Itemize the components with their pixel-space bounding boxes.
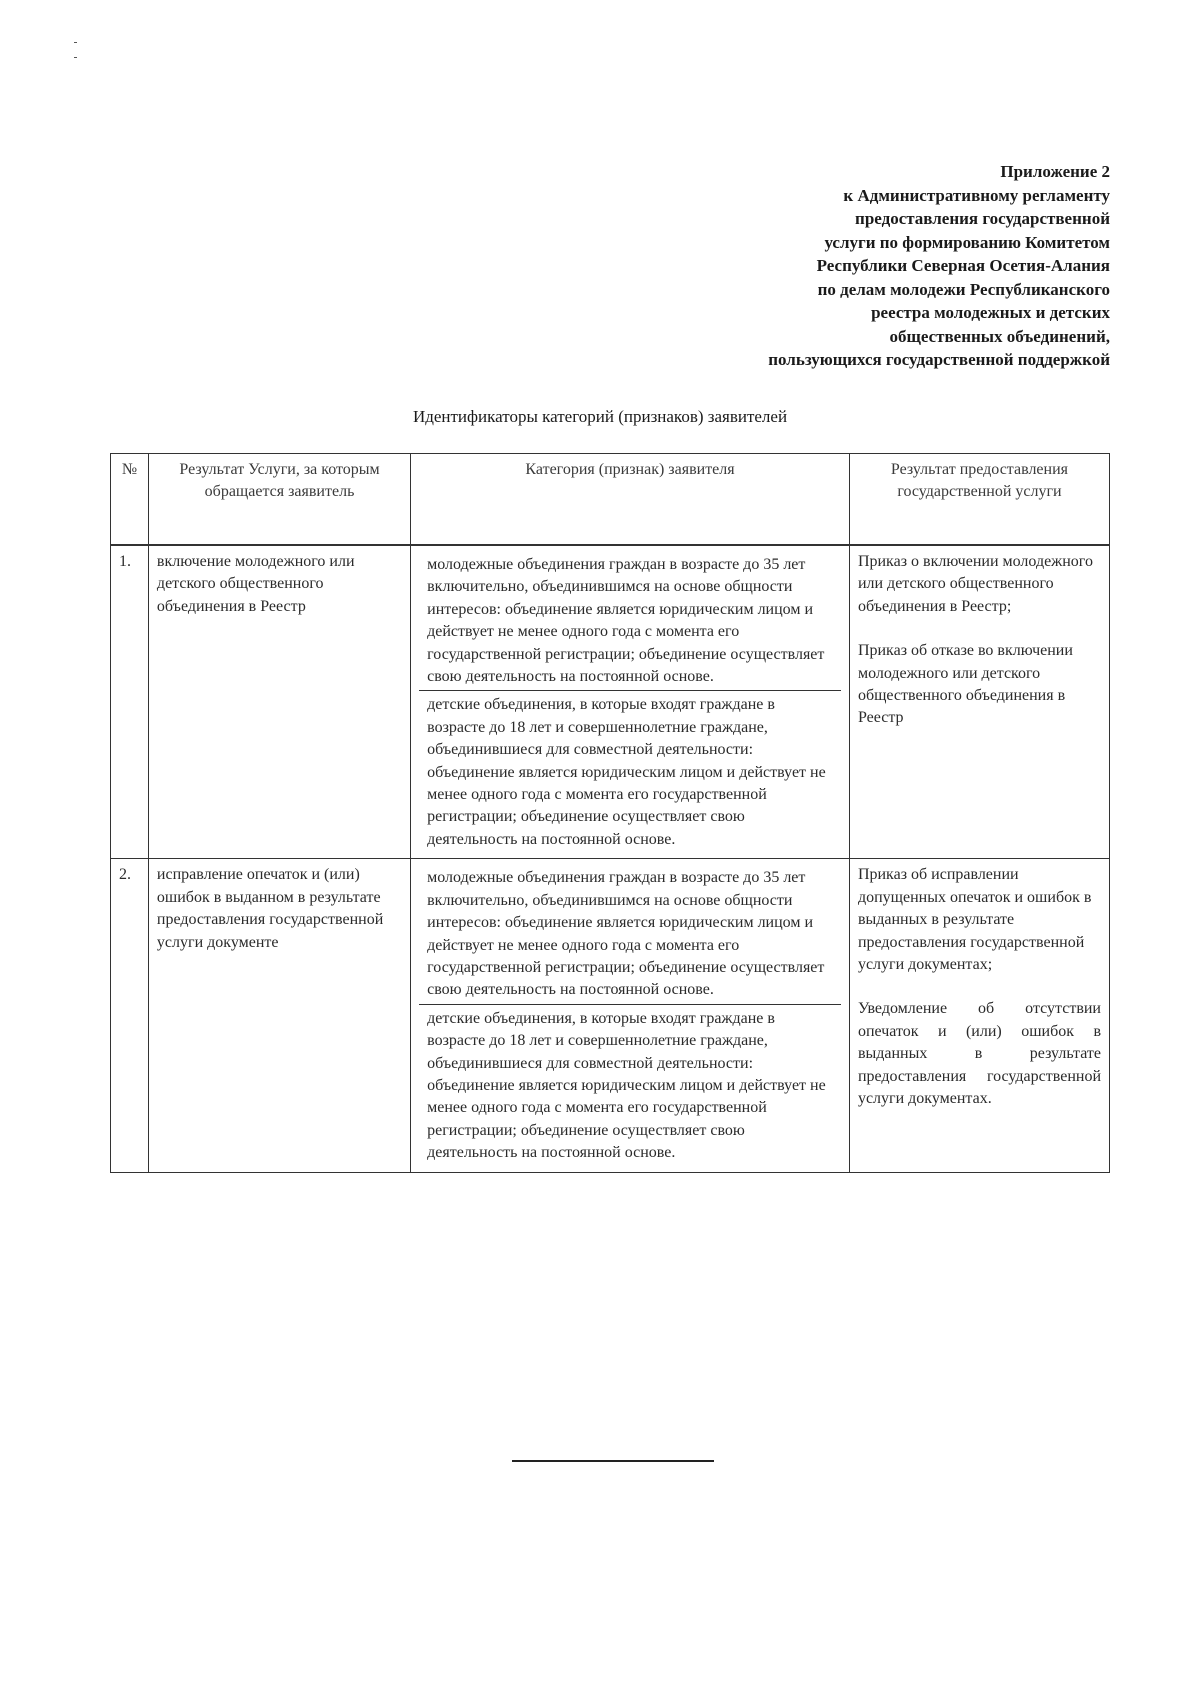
- appendix-line: общественных объединений,: [889, 326, 1110, 346]
- table-header-row: [111, 454, 1110, 545]
- footer-divider: [512, 1460, 714, 1462]
- table-row: [111, 546, 1110, 859]
- appendix-line: к Административному регламенту: [843, 185, 1110, 205]
- result-text: включение молодежного или детского общественного объединения в Реестр: [156, 553, 355, 615]
- scan-artifact: [74, 42, 80, 72]
- outcome-text: Приказ о включении молодежного или детского общественного объединения в Реестр;: [857, 553, 1093, 615]
- outcome-text: Приказ об отказе во включении молодежного или детского общественного объединения в Реестр: [857, 642, 1073, 727]
- row-number: 1.: [111, 546, 149, 859]
- outcome-text: Приказ об исправлении допущенных опечаток и ошибок в выданных в результате предоставления государственной услуги документах;: [857, 866, 1092, 973]
- row-outcomes: [849, 859, 1109, 1172]
- row-result: [148, 859, 410, 1172]
- identifiers-table: [110, 453, 1110, 1173]
- row-number: 2.: [111, 859, 149, 1172]
- row-categories: [411, 546, 850, 859]
- category-children: детские объединения, в которые входят граждане в возрасте до 18 лет и совершеннолетние граждане, объединившиеся для совместной деятельности: объединение является юридическим лицом и действует не менее одного года с момента его государственной регистрации; объединение осуществляет свою деятельность на постоянной основе.: [427, 1009, 826, 1162]
- appendix-header: [550, 160, 1110, 372]
- document-title: Идентификаторы категорий (признаков) заявителей: [412, 407, 788, 426]
- row-result: [148, 546, 410, 859]
- appendix-line: реестра молодежных и детских: [871, 303, 1110, 322]
- result-text: исправление опечаток и (или) ошибок в выданном в результате предоставления государственной услуги документе: [156, 866, 384, 951]
- appendix-line: по делам молодежи Республиканского: [817, 279, 1110, 299]
- outcome-text: Уведомление об отсутствии опечаток и (или) ошибок в выданных в результате предоставления государственной услуги документах.: [857, 1000, 1101, 1107]
- appendix-line: пользующихся государственной поддержкой: [768, 350, 1110, 369]
- appendix-line: предоставления государственной: [855, 209, 1110, 228]
- header-num: №: [111, 454, 149, 545]
- header-category: Категория (признак) заявителя: [411, 454, 850, 545]
- category-youth: молодежные объединения граждан в возрасте до 35 лет включительно, объединившимся на основе общности интересов: объединение является юридическим лицом и действует не менее одного года с момента его государственной регистрации; объединение осуществляет свою деятельность на постоянной основе.: [419, 864, 841, 1004]
- row-categories: [411, 859, 850, 1172]
- appendix-line: Приложение 2: [1000, 162, 1110, 181]
- category-youth: молодежные объединения граждан в возрасте до 35 лет включительно, объединившимся на основе общности интересов: объединение является юридическим лицом и действует не менее одного года с момента его государственной регистрации; объединение осуществляет свою деятельность на постоянной основе.: [419, 551, 841, 691]
- category-children: детские объединения, в которые входят граждане в возрасте до 18 лет и совершеннолетние граждане, объединившиеся для совместной деятельности: объединение является юридическим лицом и действует не менее одного года с момента его государственной регистрации; объединение осуществляет свою деятельность на постоянной основе.: [427, 696, 826, 848]
- appendix-line: Республики Северная Осетия-Алания: [816, 256, 1110, 275]
- appendix-line: услуги по формированию Комитетом: [824, 232, 1110, 252]
- header-outcome: Результат предоставления государственной услуги: [849, 454, 1109, 545]
- row-outcomes: [849, 546, 1109, 859]
- table-row: [111, 859, 1110, 1172]
- header-result: Результат Услуги, за которым обращается заявитель: [148, 454, 410, 545]
